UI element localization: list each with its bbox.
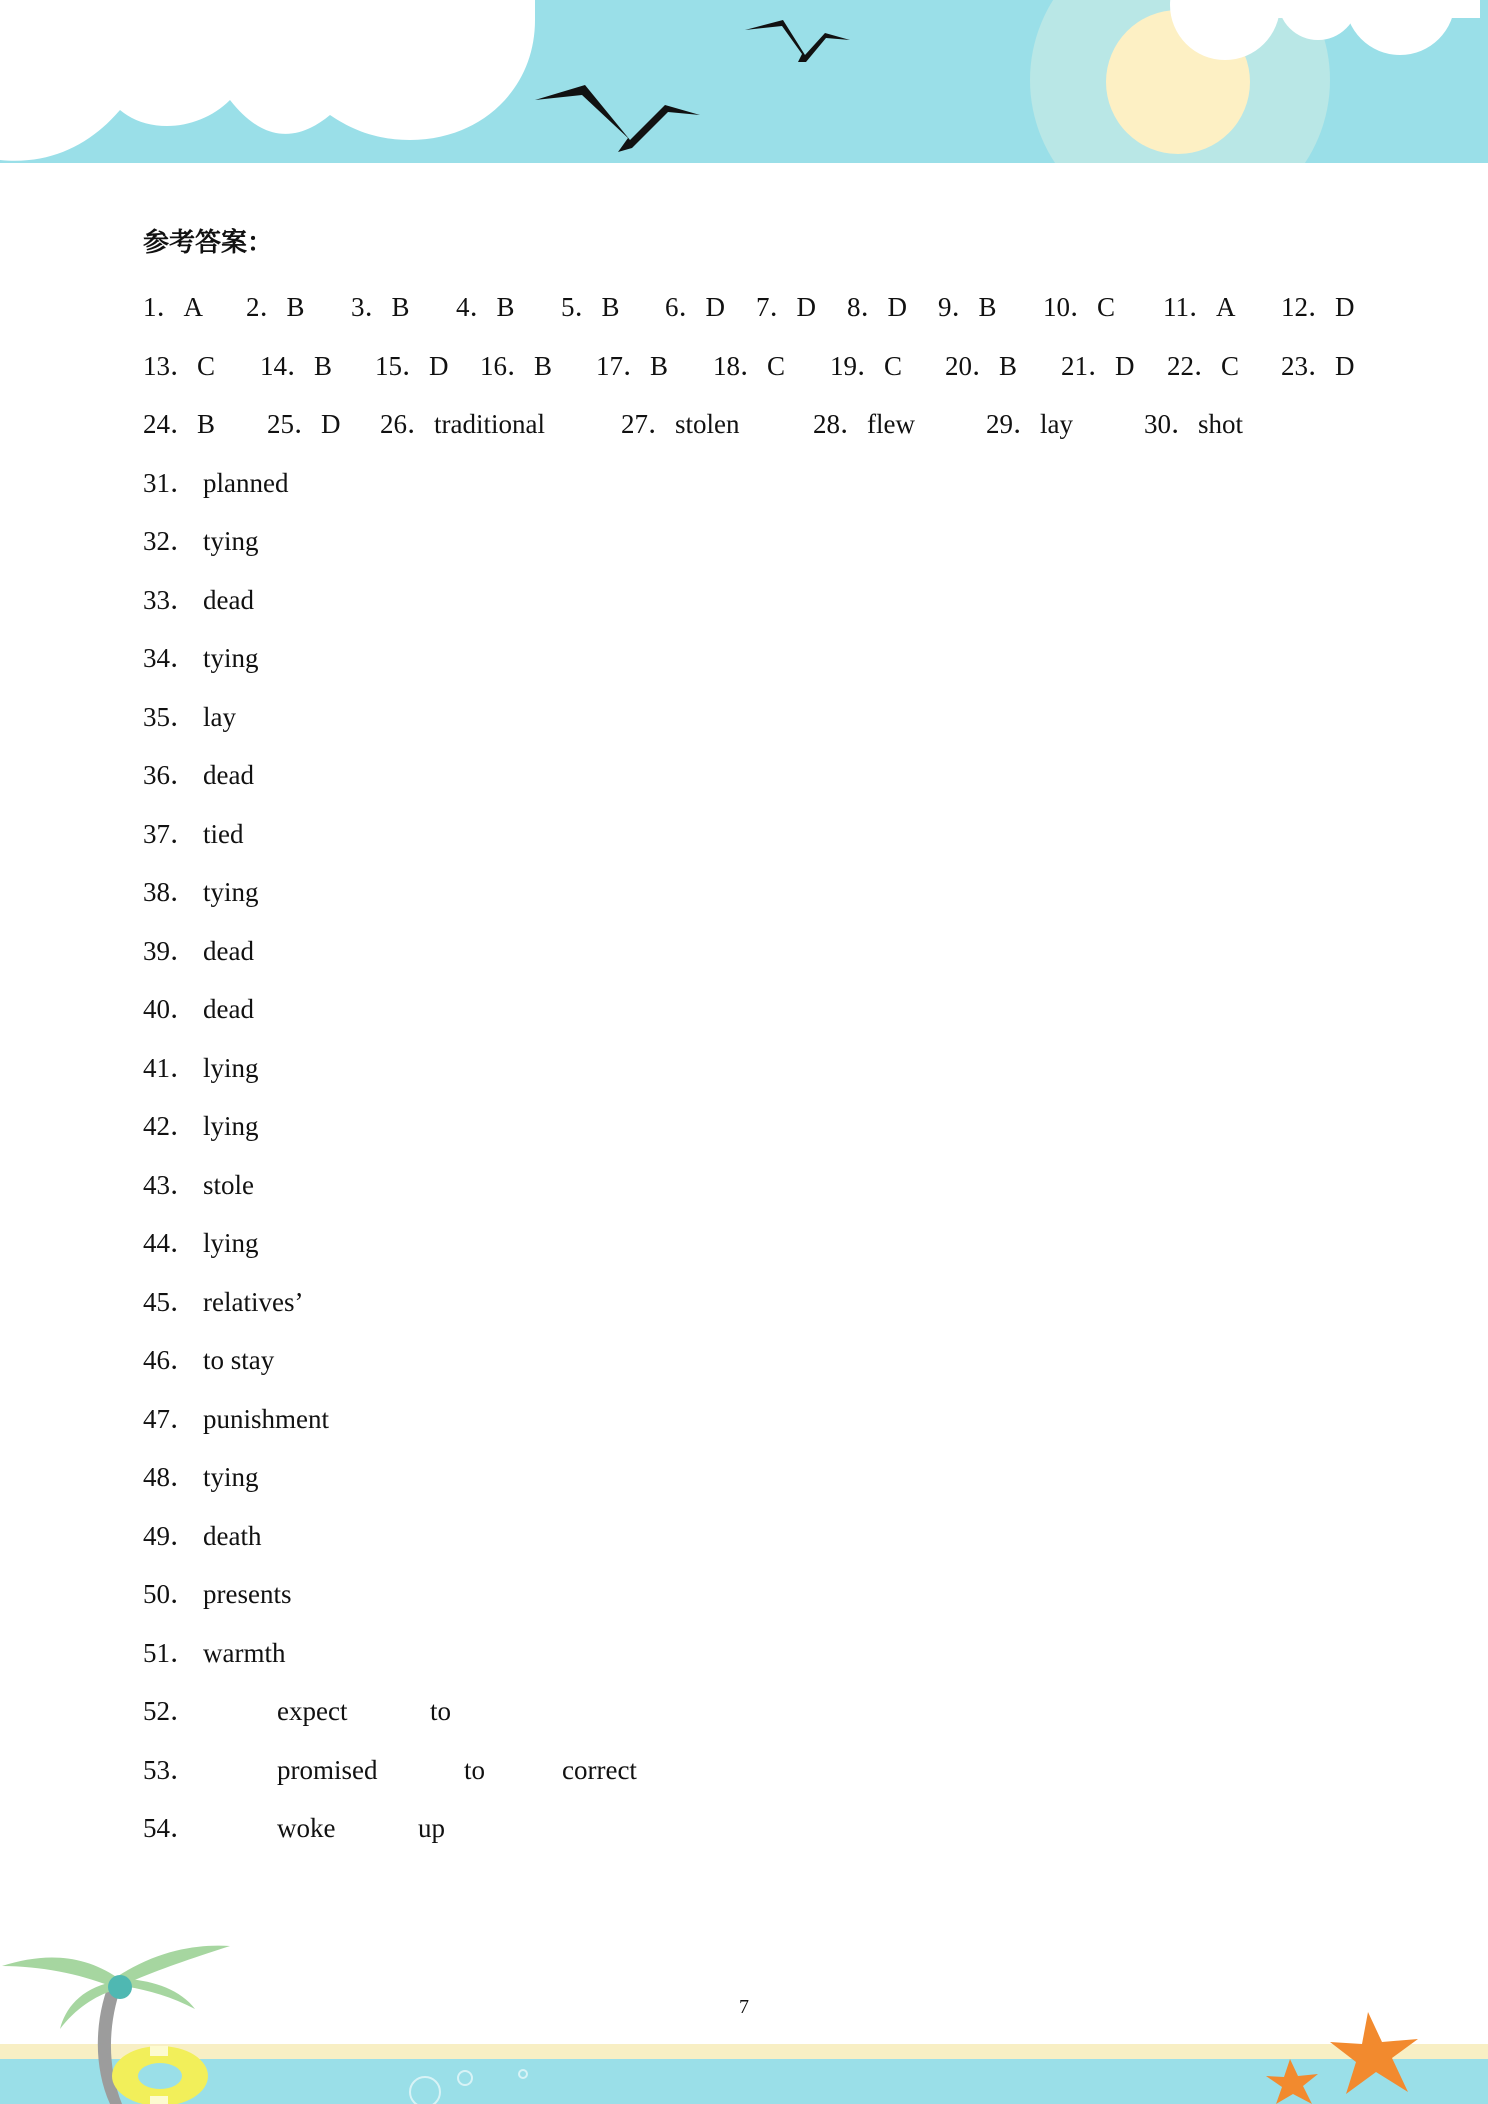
list-item: 35． lay [143, 701, 236, 732]
answer-item: 30．shot [1144, 409, 1244, 439]
answer-item: 16．B [480, 350, 553, 381]
answer-item: 25．D [267, 409, 341, 439]
list-item: 36． dead [143, 760, 254, 790]
list-item: 53． promised to correct [143, 1754, 637, 1785]
answer-item: 2．B [246, 292, 305, 322]
list-item: 39． dead [143, 935, 254, 966]
answer-item: 22．C [1167, 350, 1240, 381]
list-item: 33． dead [143, 584, 254, 615]
answer-item: 26．traditional [380, 409, 545, 439]
footer-illustration [0, 1924, 1488, 2104]
list-item: 49． death [143, 1520, 262, 1551]
answer-item: 29．lay [986, 409, 1073, 439]
answer-item: 28．flew [813, 409, 915, 439]
list-item: 34． tying [143, 643, 259, 673]
list-item: 44． lying [143, 1228, 259, 1258]
answer-item: 3．B [351, 292, 410, 322]
choice-row-3 [143, 395, 1363, 454]
list-item: 45． relatives’ [143, 1286, 304, 1317]
list-item: 46． to stay [143, 1345, 275, 1375]
page-title: 参考答案： [143, 228, 274, 258]
answer-item: 6．D [665, 292, 725, 322]
list-item: 51． warmth [143, 1637, 286, 1668]
list-item: 40． dead [143, 994, 254, 1024]
answer-item: 15．D [375, 350, 449, 381]
answer-list [143, 454, 1363, 1858]
list-item: 43． stole [143, 1169, 254, 1200]
list-item: 42． lying [143, 1111, 259, 1141]
answer-item: 21．D [1061, 350, 1135, 381]
list-item: 32． tying [143, 526, 259, 556]
list-item: 52． expect to [143, 1696, 452, 1726]
answer-item: 7．D [756, 292, 816, 322]
list-item: 31． planned [143, 467, 289, 498]
list-item: 48． tying [143, 1462, 259, 1492]
answer-item: 24．B [143, 409, 216, 439]
choice-row-2 [143, 337, 1363, 396]
answer-item: 9．B [938, 292, 997, 322]
page-number: 7 [739, 1996, 749, 2018]
list-item: 47． punishment [143, 1403, 329, 1434]
list-item: 50． presents [143, 1579, 292, 1609]
answer-item: 14．B [260, 350, 333, 381]
answer-item: 19．C [830, 350, 903, 381]
list-item: 38． tying [143, 877, 259, 907]
answer-item: 17．B [596, 350, 669, 381]
choice-row-1 [143, 278, 1363, 337]
answer-item: 10．C [1043, 292, 1116, 322]
answer-item: 5．B [561, 292, 620, 322]
answer-item: 18．C [713, 350, 786, 381]
answer-item: 8．D [847, 292, 907, 322]
answer-item: 23．D [1281, 350, 1355, 381]
answer-item: 11．A [1163, 292, 1236, 322]
answer-item: 27．stolen [621, 409, 740, 439]
answer-key [143, 220, 1363, 1858]
answer-item: 13．C [143, 350, 216, 381]
list-item: 41． lying [143, 1052, 259, 1083]
list-item: 54． woke up [143, 1813, 445, 1843]
list-item: 37． tied [143, 818, 244, 849]
header-illustration [0, 0, 1488, 170]
answer-item: 20．B [945, 350, 1018, 381]
answer-item: 12．D [1281, 292, 1355, 322]
answer-item: 4．B [456, 292, 515, 322]
answer-item: 1．A [143, 292, 203, 322]
